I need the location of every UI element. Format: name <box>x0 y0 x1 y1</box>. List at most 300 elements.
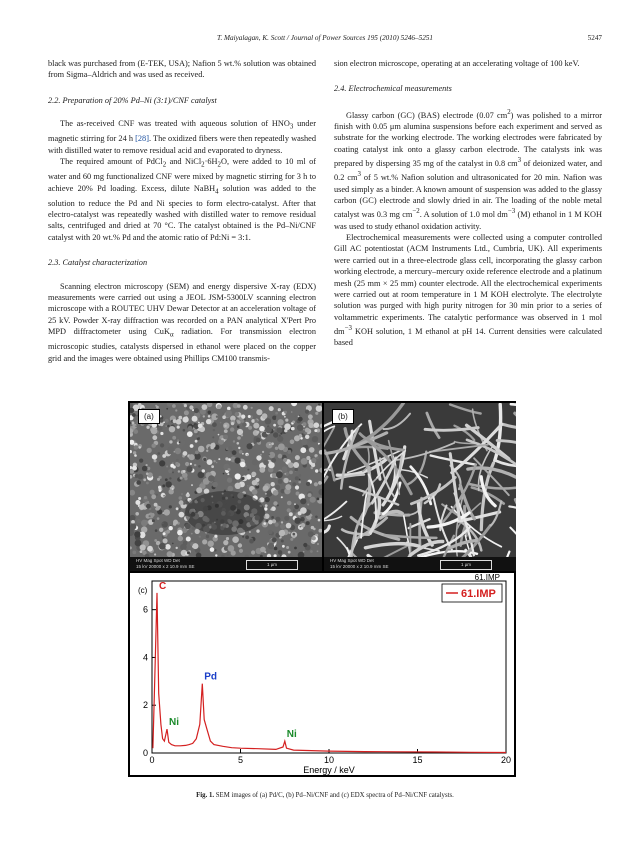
sem-grain <box>263 522 266 525</box>
sem-grain <box>271 516 274 519</box>
sem-grain <box>263 485 269 491</box>
sem-grain <box>154 459 157 462</box>
sem-grain <box>282 466 288 472</box>
sem-grain <box>169 505 172 508</box>
sem-grain <box>183 451 188 456</box>
sem-grain <box>203 415 205 417</box>
legend-label: 61.IMP <box>461 588 496 600</box>
sem-texture-b <box>324 403 516 571</box>
sem-grain <box>277 419 283 425</box>
sem-grain <box>281 521 283 523</box>
sem-grain <box>176 419 182 425</box>
sem-grain <box>265 412 267 414</box>
sem-grain <box>218 434 220 436</box>
sem-grain <box>312 436 318 442</box>
sem-grain <box>275 447 278 450</box>
sem-grain <box>183 470 186 473</box>
sem-grain <box>154 503 158 507</box>
panel-label-b: (b) <box>332 409 354 424</box>
sem-grain <box>175 448 181 454</box>
sem-grain <box>172 543 174 545</box>
sem-grain <box>252 480 257 485</box>
sem-grain <box>294 415 296 417</box>
sem-grain <box>187 551 190 554</box>
sem-grain <box>214 535 217 538</box>
sem-grain <box>223 435 228 440</box>
sem-grain <box>289 512 293 516</box>
sem-grain <box>284 473 286 475</box>
sem-grain <box>288 532 290 534</box>
sem-grain <box>172 462 174 464</box>
sem-grain <box>235 412 240 417</box>
sem-grain <box>273 424 276 427</box>
sem-grain <box>276 471 283 478</box>
sem-grain <box>282 545 285 548</box>
sem-grain <box>317 543 319 545</box>
x-tick-label: 20 <box>500 755 512 765</box>
sem-grain <box>206 535 209 538</box>
sem-grain <box>165 425 167 427</box>
sem-grain <box>306 521 310 525</box>
sem-grain <box>158 426 163 431</box>
sem-grain <box>299 479 301 481</box>
sem-grain <box>242 453 244 455</box>
sem-grain <box>253 423 259 429</box>
sem-grain <box>302 422 306 426</box>
sem-texture-a <box>130 403 322 571</box>
sem-grain <box>227 407 231 411</box>
sem-grain <box>150 490 155 495</box>
sem-grain <box>163 538 168 543</box>
sem-grain <box>283 458 287 462</box>
sem-grain <box>242 422 247 427</box>
sem-grain <box>147 546 153 552</box>
sem-grain <box>174 516 176 518</box>
sem-grain <box>133 451 136 454</box>
sem-grain <box>146 472 149 475</box>
sem-grain <box>179 496 183 500</box>
sem-grain <box>256 409 262 415</box>
sem-grain <box>237 442 240 445</box>
sem-grain <box>187 431 193 437</box>
sem-grain <box>248 426 252 430</box>
sem-grain <box>231 550 236 555</box>
sem-grain <box>289 471 293 475</box>
sem-grain <box>160 432 163 435</box>
sem-grain <box>155 529 158 532</box>
sem-grain <box>152 454 157 459</box>
sem-grain <box>208 411 212 415</box>
sem-grain <box>135 540 142 547</box>
sem-grain <box>240 462 246 468</box>
sem-grain <box>212 422 217 427</box>
edx-file-name: 61.IMP <box>474 573 500 582</box>
sem-grain <box>228 458 231 461</box>
sem-grain <box>262 413 268 419</box>
sem-grain <box>301 523 305 527</box>
sem-grain <box>286 546 289 549</box>
sem-grain <box>311 458 316 463</box>
sem-grain <box>159 528 163 532</box>
sem-grain <box>244 418 246 420</box>
sem-grain <box>139 504 145 510</box>
sem-grain <box>176 459 179 462</box>
sem-grain <box>317 550 319 552</box>
paragraph: Glassy carbon (GC) (BAS) electrode (0.07 $cm^2$) was polished to a mirror finish with 0.05 μm alumina suspensions before each experiment and served as substrate for the working electrode. The working electrodes were fabricated by coating catalyst ink onto a glassy carbon electrode. The catalysts ink was prepared by dispersing 35 mg of the catalyst in 0.8 $cm^3$ of deionized water, and 0.2 $cm^3$ of 5 wt.% Nafion solution and ultrasonicated for 20 min. Nafion was used simply as a binder. A known amount of suspension was added to the glassy carbon (GC) electrode and slowly dried in air. The loading of the noble metal catalyst was 0.3 mg $cm^{-2}$. A solution of 1.0 mol $dm^{-3}$ (M) ethanol in 1 M KOH was used to study ethanol oxidation activity. <box>334 108 602 231</box>
sem-grain <box>166 481 172 487</box>
sem-grain <box>169 526 173 530</box>
sem-grain <box>162 512 164 514</box>
sem-grain <box>211 465 214 468</box>
sem-grain <box>294 503 296 505</box>
sem-grain <box>293 462 299 468</box>
sem-grain <box>293 533 296 536</box>
sem-grain <box>146 482 149 485</box>
sem-grain <box>195 451 199 455</box>
sem-grain <box>272 416 277 421</box>
sem-grain <box>139 459 143 463</box>
sem-grain <box>265 418 271 424</box>
sem-grain <box>220 422 222 424</box>
sem-grain <box>130 526 135 531</box>
sem-grain <box>252 459 258 465</box>
sem-grain <box>260 454 262 456</box>
sem-grain <box>167 425 170 428</box>
sem-grain <box>237 436 241 440</box>
sem-grain <box>189 454 195 460</box>
sem-grain <box>318 403 320 405</box>
sem-grain <box>163 495 165 497</box>
sem-grain <box>187 492 189 494</box>
sem-grain <box>297 435 299 437</box>
sem-grain <box>161 493 166 498</box>
figure-1 <box>128 401 516 777</box>
sem-grain <box>146 426 149 429</box>
sem-grain <box>159 543 166 550</box>
sem-grain <box>223 473 225 475</box>
sem-grain <box>203 458 206 461</box>
section-heading-2-4: 2.4. Electrochemical measurements <box>334 84 452 94</box>
sem-grain <box>269 406 274 411</box>
sem-grain <box>192 543 198 549</box>
sem-grain <box>176 507 179 510</box>
sem-grain <box>166 408 168 410</box>
sem-grain <box>235 483 241 489</box>
sem-grain <box>237 420 241 424</box>
sem-grain <box>239 549 243 553</box>
scale-bar: 1 µm <box>440 560 492 570</box>
sem-grain <box>307 504 309 506</box>
sem-grain <box>194 429 198 433</box>
sem-grain <box>311 526 314 529</box>
sem-grain <box>259 467 265 473</box>
sem-grain <box>277 427 283 433</box>
sem-grain <box>272 538 277 543</box>
sem-grain <box>206 419 211 424</box>
page-number: 5247 <box>587 34 602 42</box>
plot-frame <box>152 581 506 753</box>
sem-grain <box>286 523 292 529</box>
sem-grain <box>287 501 292 506</box>
sem-grain <box>192 416 198 422</box>
sem-grain <box>167 447 174 454</box>
sem-grain <box>311 467 314 470</box>
sem-grain <box>263 460 269 466</box>
citation-link[interactable]: [28] <box>135 134 149 144</box>
sem-grain <box>180 477 183 480</box>
paragraph: black was purchased from (E-TEK, USA); Nafion 5 wt.% solution was obtained from Sigma–Aldrich and was used as received. <box>48 59 316 80</box>
sem-grain <box>142 466 148 472</box>
sem-grain <box>192 409 194 411</box>
sem-grain <box>134 454 137 457</box>
x-axis-label: Energy / keV <box>303 765 355 775</box>
sem-grain <box>138 446 141 449</box>
sem-grain <box>144 496 147 499</box>
sem-grain <box>278 550 283 555</box>
sem-grain <box>305 435 309 439</box>
sem-grain <box>179 443 184 448</box>
peak-label: Pd <box>204 671 218 683</box>
sem-grain <box>163 532 166 535</box>
sem-grain <box>237 425 240 428</box>
sem-grain <box>217 404 222 409</box>
sem-grain <box>310 497 316 503</box>
sem-grain <box>288 462 294 468</box>
sem-grain <box>231 422 234 425</box>
sem-grain <box>165 544 171 550</box>
sem-grain <box>285 484 291 490</box>
y-tick-label: 2 <box>142 700 148 711</box>
sem-grain <box>193 446 197 450</box>
sem-grain <box>169 477 171 479</box>
sem-grain <box>259 426 265 432</box>
sem-grain <box>223 540 228 545</box>
sem-grain <box>271 458 276 463</box>
sem-grain <box>295 455 300 460</box>
sem-grain <box>146 504 151 509</box>
sem-grain <box>278 454 283 459</box>
sem-grain <box>279 435 281 437</box>
sem-grain <box>278 479 283 484</box>
sem-grain <box>306 482 310 486</box>
sem-grain <box>233 440 235 442</box>
sem-grain <box>317 498 320 501</box>
sem-grain <box>308 423 313 428</box>
sem-grain <box>178 470 180 472</box>
sem-grain <box>293 509 296 512</box>
sem-grain <box>256 438 261 443</box>
sem-grain <box>294 504 299 509</box>
sem-grain <box>302 434 305 437</box>
sem-grain <box>275 523 279 527</box>
figure-caption: Fig. 1. SEM images of (a) Pd/C, (b) Pd–Ni/CNF and (c) EDX spectra of Pd–Ni/CNF catalysts. <box>196 792 454 799</box>
sem-grain <box>239 450 243 454</box>
sem-grain <box>190 444 194 448</box>
sem-grain <box>291 411 293 413</box>
sem-grain <box>169 426 175 432</box>
sem-info-bar: HV Mag Spot WD Det 15 kV 20000 x 2 10.9 mm SE 1 µm <box>324 557 516 571</box>
sem-grain <box>135 500 140 505</box>
sem-grain <box>242 536 244 538</box>
sem-grain <box>152 519 155 522</box>
x-tick-label: 15 <box>412 755 423 765</box>
sem-grain <box>271 482 275 486</box>
sem-grain <box>177 530 183 536</box>
sem-grain <box>303 543 307 547</box>
sem-grain <box>284 516 289 521</box>
sem-grain <box>132 551 136 555</box>
sem-grain <box>295 476 299 480</box>
paragraph: Scanning electron microscopy (SEM) and energy dispersive X-ray (EDX) measurements were carried out using a JEOL JSM-5300LV scanning electron microscope with a ROUTEC UHV Dewar Detector at an acceleration voltage of 25 kV. Powder X-ray diffraction was recorded on a PAN analytical X'Pert Pro MPD diffractometer using CuK$_\alpha$ radiation. For transmission electron microscopic studies, catalysts dispersed in ethanol were placed on the copper grid and the images were obtained using Phillips CM100 transmis- <box>48 281 316 363</box>
sem-grain <box>273 429 275 431</box>
sem-grain <box>275 412 278 415</box>
edx-chart <box>130 573 514 775</box>
sem-grain <box>247 469 249 471</box>
left-column <box>48 58 316 364</box>
sem-grain <box>249 531 251 533</box>
sem-grain <box>301 458 308 465</box>
sem-grain <box>151 494 156 499</box>
sem-grain <box>149 515 151 517</box>
sem-dark-region <box>185 491 265 535</box>
sem-grain <box>238 543 242 547</box>
sem-grain <box>298 481 301 484</box>
sem-grain <box>173 419 177 423</box>
sem-grain <box>314 429 317 432</box>
sem-grain <box>256 431 259 434</box>
paragraph: sion electron microscope, operating at an accelerating voltage of 100 keV. <box>334 59 580 68</box>
sem-grain <box>147 448 152 453</box>
sem-grain <box>270 508 272 510</box>
sem-grain <box>131 520 135 524</box>
running-header <box>48 34 602 46</box>
panel-label-c: (c) <box>138 586 148 595</box>
sem-grain <box>273 432 278 437</box>
sem-grain <box>178 536 183 541</box>
sem-grain <box>226 410 232 416</box>
sem-grain <box>192 527 195 530</box>
sem-grain <box>157 452 160 455</box>
sem-grain <box>136 480 141 485</box>
sem-grain <box>268 530 273 535</box>
sem-grain <box>216 416 218 418</box>
sem-grain <box>289 480 291 482</box>
sem-grain <box>194 408 199 413</box>
sem-grain <box>309 447 315 453</box>
sem-grain <box>315 516 318 519</box>
sem-grain <box>294 518 300 524</box>
sem-grain <box>138 403 142 407</box>
sem-grain <box>235 458 241 464</box>
sem-grain <box>216 462 218 464</box>
sem-grain <box>315 469 318 472</box>
sem-grain <box>232 536 239 543</box>
sem-grain <box>292 421 295 424</box>
sem-grain <box>230 427 234 431</box>
sem-grain <box>227 477 232 482</box>
sem-grain <box>227 473 229 475</box>
sem-grain <box>160 443 164 447</box>
sem-grain <box>314 482 318 486</box>
sem-grain <box>196 487 202 493</box>
sem-grain <box>184 477 187 480</box>
sem-grain <box>214 549 217 552</box>
sem-grain <box>278 443 285 450</box>
sem-grain <box>222 415 226 419</box>
sem-grain <box>159 460 165 466</box>
sem-grain <box>177 439 179 441</box>
sem-grain <box>252 489 258 495</box>
sem-grain <box>283 478 288 483</box>
sem-grain <box>199 536 201 538</box>
sem-grain <box>251 550 255 554</box>
sem-grain <box>268 543 274 549</box>
sem-grain <box>288 551 291 554</box>
running-title: T. Maiyalagan, K. Scott / Journal of Power Sources 195 (2010) 5246–5251 <box>216 34 433 42</box>
sem-grain <box>208 475 215 482</box>
section-heading-2-2: 2.2. Preparation of 20% Pd–Ni (3:1)/CNF catalyst <box>48 95 217 105</box>
sem-grain <box>173 522 176 525</box>
sem-grain <box>210 547 215 552</box>
sem-grain <box>141 520 148 527</box>
y-tick-label: 4 <box>142 652 148 663</box>
sem-grain <box>290 538 293 541</box>
sem-grain <box>188 426 193 431</box>
sem-grain <box>157 478 160 481</box>
sem-grain <box>169 440 172 443</box>
sem-grain <box>287 508 291 512</box>
sem-grain <box>151 428 158 435</box>
sem-grain <box>138 474 144 480</box>
sem-grain <box>284 411 287 414</box>
sem-grain <box>179 512 185 518</box>
sem-grain <box>186 537 191 542</box>
sem-grain <box>284 423 291 430</box>
sem-grain <box>314 422 320 428</box>
sem-grain <box>306 456 310 460</box>
scale-bar: 1 µm <box>246 560 298 570</box>
sem-grain <box>241 420 244 423</box>
sem-grain <box>208 415 211 418</box>
sem-grain <box>154 553 156 555</box>
sem-grain <box>184 410 189 415</box>
y-tick-label: 6 <box>142 604 148 615</box>
sem-grain <box>290 440 295 445</box>
sem-grain <box>305 410 309 414</box>
sem-grain <box>287 450 291 454</box>
sem-grain <box>198 465 201 468</box>
sem-grain <box>265 427 272 434</box>
sem-grain <box>168 469 172 473</box>
sem-grain <box>316 405 322 412</box>
sem-grain <box>172 436 176 440</box>
sem-grain <box>206 450 208 452</box>
sem-grain <box>297 424 304 431</box>
sem-grain <box>316 456 319 459</box>
sem-grain <box>201 482 203 484</box>
sem-grain <box>134 429 139 434</box>
sem-grain <box>152 444 156 448</box>
sem-grain <box>158 486 161 489</box>
sem-grain <box>183 429 186 432</box>
sem-grain <box>300 447 306 453</box>
sem-grain <box>212 482 218 488</box>
sem-grain <box>260 547 266 553</box>
sem-grain <box>164 509 170 515</box>
sem-grain <box>265 504 268 507</box>
sem-grain <box>179 508 181 510</box>
panel-label-a: (a) <box>138 409 160 424</box>
